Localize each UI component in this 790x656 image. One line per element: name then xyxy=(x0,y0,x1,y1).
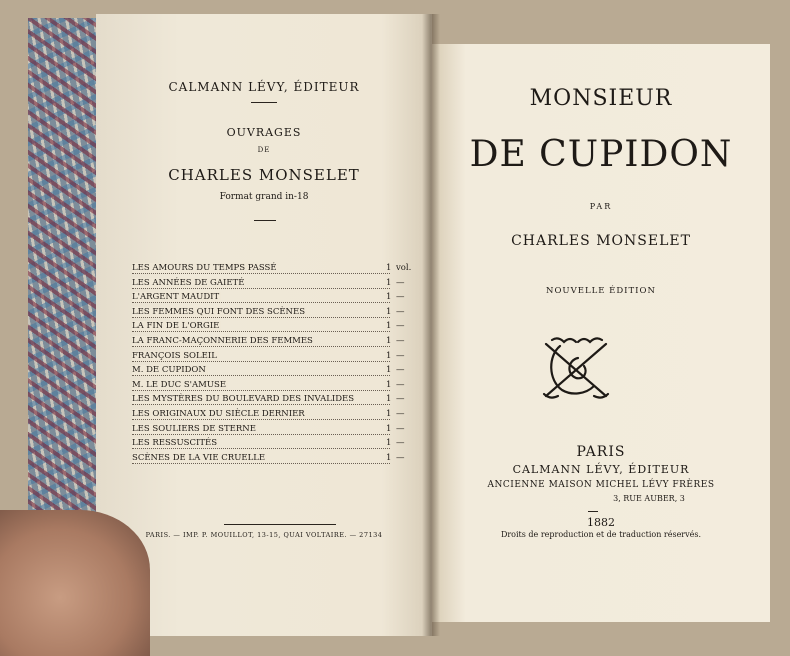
work-volume-unit: — xyxy=(396,292,405,303)
printer-line: PARIS. — IMP. P. MOUILLOT, 13-15, QUAI VOLTAIRE. — 27134 xyxy=(145,531,383,539)
par-word: PAR xyxy=(589,202,613,211)
work-volume-unit: vol. xyxy=(396,263,412,273)
work-title-text: LA FRANC-MAÇONNERIE DES FEMMES xyxy=(132,335,313,346)
work-item xyxy=(132,351,432,366)
work-item xyxy=(132,278,432,293)
work-volume-unit: — xyxy=(396,438,405,449)
work-title xyxy=(132,365,208,375)
work-volume-unit: — xyxy=(396,306,405,317)
work-volume-count: 1 xyxy=(386,263,392,273)
work-volume-count: 1 xyxy=(386,335,392,346)
publishing-house: ANCIENNE MAISON MICHEL LÉVY FRÈRES xyxy=(487,480,715,490)
right-publisher: CALMANN LÉVY, ÉDITEUR xyxy=(512,463,690,476)
work-title xyxy=(132,409,307,419)
work-volume-count: 1 xyxy=(386,438,392,449)
work-item xyxy=(132,394,432,409)
work-item xyxy=(132,424,432,439)
work-volume-unit: — xyxy=(396,394,405,405)
work-volume-unit: — xyxy=(396,277,405,288)
divider xyxy=(254,220,276,221)
work-item xyxy=(132,438,432,453)
work-volume-count: 1 xyxy=(386,277,392,288)
title-line-1: MONSIEUR xyxy=(529,86,673,111)
work-title-text: LES RESSUSCITÉS xyxy=(132,438,218,449)
work-volume-count: 1 xyxy=(386,306,392,317)
work-title xyxy=(132,438,219,448)
work-title-text: LES AMOURS DU TEMPS PASSÉ xyxy=(132,263,277,273)
work-title xyxy=(132,321,221,331)
ouvrages-heading: OUVRAGES xyxy=(226,126,302,139)
work-volume-count: 1 xyxy=(386,379,392,390)
divider xyxy=(588,511,598,512)
work-title xyxy=(132,380,228,390)
work-title-text: LES FEMMES QUI FONT DES SCÈNES xyxy=(132,306,306,317)
work-title-text: M. DE CUPIDON xyxy=(132,365,206,376)
work-title xyxy=(132,292,221,302)
left-author: CHARLES MONSELET xyxy=(168,166,360,184)
divider xyxy=(251,102,277,103)
work-title-text: LES SOULIERS DE STERNE xyxy=(132,423,256,434)
work-volume-unit: — xyxy=(396,423,405,434)
hand-finger xyxy=(0,510,150,656)
title-line-2: DE CUPIDON xyxy=(469,134,733,175)
work-volume-count: 1 xyxy=(386,394,392,405)
edition-line: NOUVELLE ÉDITION xyxy=(546,286,656,296)
work-volume-count: 1 xyxy=(386,321,392,332)
work-title xyxy=(132,336,315,346)
address: 3, RUE AUBER, 3 xyxy=(613,494,685,503)
work-volume-count: 1 xyxy=(386,408,392,419)
work-volume-unit: — xyxy=(396,350,405,361)
work-item xyxy=(132,336,432,351)
work-item xyxy=(132,263,432,278)
work-item xyxy=(132,307,432,322)
work-volume-count: 1 xyxy=(386,350,392,361)
work-item xyxy=(132,292,432,307)
work-item xyxy=(132,365,432,380)
city: PARIS xyxy=(576,444,626,460)
work-volume-count: 1 xyxy=(386,452,392,463)
publisher-emblem-icon xyxy=(538,334,614,406)
work-volume-count: 1 xyxy=(386,365,392,376)
year: 1882 xyxy=(587,516,615,529)
work-item xyxy=(132,453,432,468)
work-title-text: LES MYSTÈRES DU BOULEVARD DES INVALIDES xyxy=(132,394,355,405)
rights-note: Droits de reproduction et de traduction réservés. xyxy=(500,530,702,539)
work-volume-unit: — xyxy=(396,379,405,390)
work-title xyxy=(132,278,246,288)
work-volume-unit: — xyxy=(396,452,405,463)
work-title xyxy=(132,351,219,361)
work-title-text: L'ARGENT MAUDIT xyxy=(132,292,220,303)
format-note: Format grand in-18 xyxy=(219,192,309,202)
work-item xyxy=(132,380,432,395)
work-title xyxy=(132,263,279,273)
work-title-text: LES ANNÉES DE GAIETÉ xyxy=(132,277,245,288)
work-title-text: FRANÇOIS SOLEIL xyxy=(132,350,217,361)
divider xyxy=(224,524,336,525)
left-publisher: CALMANN LÉVY, ÉDITEUR xyxy=(168,80,360,94)
work-title-text: SCÈNES DE LA VIE CRUELLE xyxy=(132,452,266,463)
work-title xyxy=(132,307,307,317)
work-title-text: M. LE DUC S'AMUSE xyxy=(132,379,227,390)
work-volume-unit: — xyxy=(396,321,405,332)
work-volume-count: 1 xyxy=(386,292,392,303)
work-title-text: LA FIN DE L'ORGIE xyxy=(132,321,220,332)
de-word: DE xyxy=(257,146,271,154)
work-title xyxy=(132,424,258,434)
work-volume-unit: — xyxy=(396,335,405,346)
work-title xyxy=(132,394,356,404)
right-author: CHARLES MONSELET xyxy=(511,233,691,249)
work-item xyxy=(132,409,432,424)
work-title xyxy=(132,453,267,463)
works-list xyxy=(132,263,432,467)
work-volume-unit: — xyxy=(396,408,405,419)
work-volume-unit: — xyxy=(396,365,405,376)
work-title-text: LES ORIGINAUX DU SIÈCLE DERNIER xyxy=(132,408,305,419)
work-volume-count: 1 xyxy=(386,423,392,434)
work-item xyxy=(132,321,432,336)
